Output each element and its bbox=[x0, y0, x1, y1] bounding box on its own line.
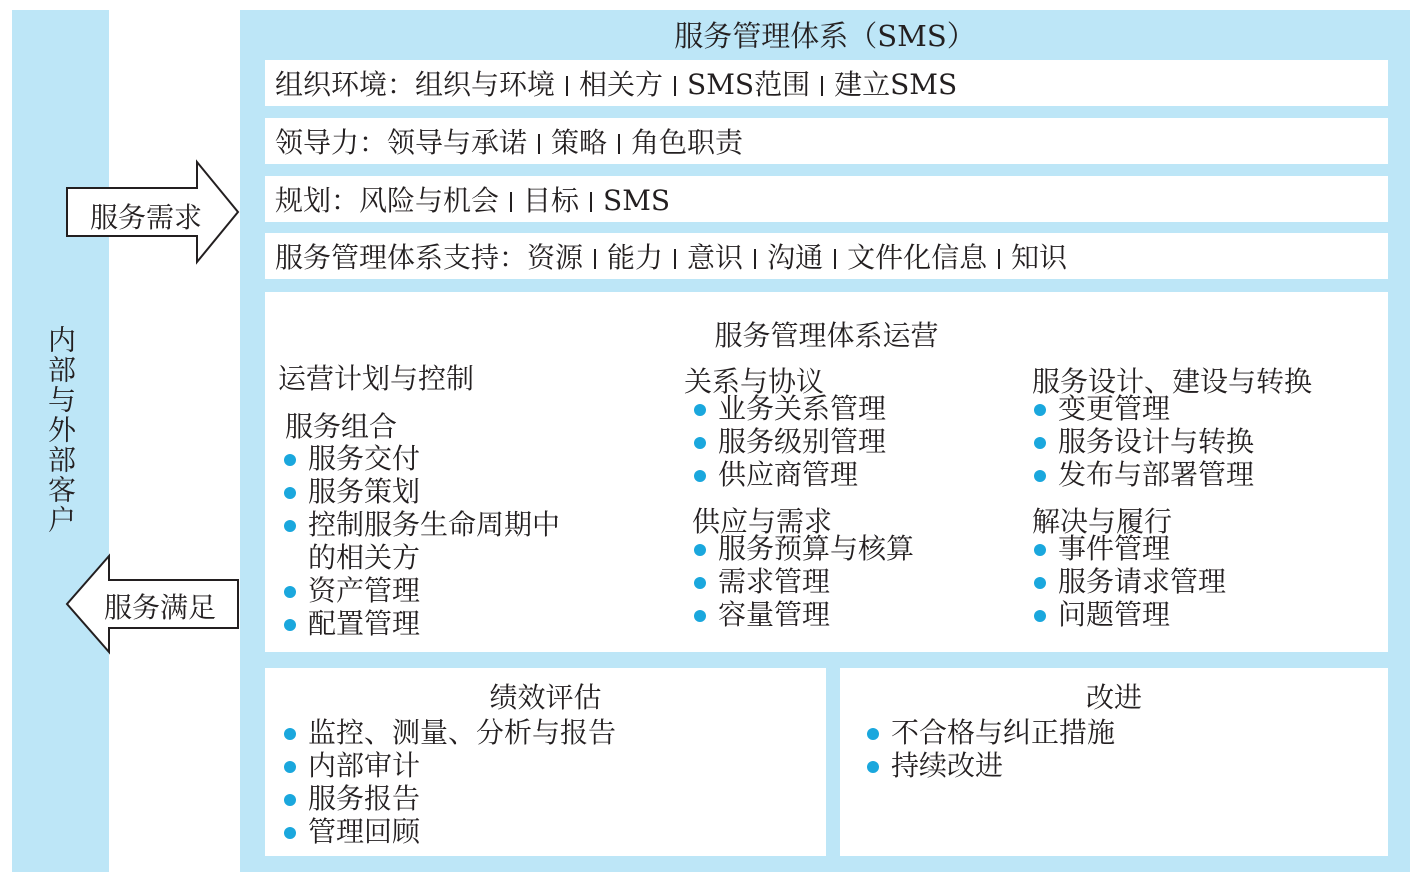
list-item: 资产管理 bbox=[282, 574, 420, 607]
sms-title: 服务管理体系（SMS） bbox=[674, 19, 976, 53]
row-item: 建立SMS bbox=[834, 68, 958, 101]
list-item: 监控、测量、分析与报告 bbox=[282, 716, 616, 749]
row-item: 策略 bbox=[551, 126, 608, 159]
row-planning-head: 规划： bbox=[275, 184, 360, 217]
list-item: 服务报告 bbox=[282, 782, 616, 815]
separator bbox=[566, 76, 568, 96]
list-item: 服务请求管理 bbox=[1032, 565, 1226, 598]
demand-arrow-label: 服务需求 bbox=[90, 201, 203, 234]
separator bbox=[821, 76, 823, 96]
separator bbox=[510, 192, 512, 212]
separator bbox=[590, 192, 592, 212]
ops-col3-group2-title: 解决与履行 bbox=[1032, 505, 1173, 538]
list-item: 变更管理 bbox=[1032, 392, 1254, 425]
customer-label: 内部与外部客户 bbox=[44, 325, 77, 535]
ops-col1-list-cont bbox=[282, 574, 420, 640]
row-item: 组织与环境 bbox=[415, 68, 556, 101]
list-item: 需求管理 bbox=[692, 565, 914, 598]
list-item: 事件管理 bbox=[1032, 532, 1226, 565]
row-context bbox=[265, 60, 1388, 106]
satisfaction-arrow-label: 服务满足 bbox=[104, 591, 217, 624]
ops-col3-group2-list bbox=[1032, 532, 1226, 631]
separator bbox=[754, 249, 756, 269]
row-support bbox=[265, 233, 1388, 279]
list-item: 持续改进 bbox=[865, 749, 1115, 782]
row-item: 风险与机会 bbox=[359, 184, 500, 217]
list-item: 不合格与纠正措施 bbox=[865, 716, 1115, 749]
row-leadership-head: 领导力： bbox=[275, 126, 388, 159]
ops-col2-group2-title: 供应与需求 bbox=[692, 505, 833, 538]
separator bbox=[618, 134, 620, 154]
row-item: 相关方 bbox=[579, 68, 664, 101]
ops-col1-title: 运营计划与控制 bbox=[278, 362, 475, 395]
row-item: 领导与承诺 bbox=[387, 126, 528, 159]
separator bbox=[538, 134, 540, 154]
separator bbox=[834, 249, 836, 269]
row-planning bbox=[265, 176, 1388, 222]
list-item-continuation: 的相关方 bbox=[308, 541, 421, 574]
ops-col3-group1-title: 服务设计、建设与转换 bbox=[1032, 365, 1313, 398]
separator bbox=[998, 249, 1000, 269]
list-item: 管理回顾 bbox=[282, 815, 616, 848]
ops-col3-group1-list bbox=[1032, 392, 1254, 491]
row-item: 文件化信息 bbox=[847, 241, 988, 274]
separator bbox=[594, 249, 596, 269]
row-item: 能力 bbox=[607, 241, 664, 274]
list-item: 供应商管理 bbox=[692, 458, 886, 491]
row-leadership bbox=[265, 118, 1388, 164]
list-item: 配置管理 bbox=[282, 607, 420, 640]
row-item: 知识 bbox=[1011, 241, 1068, 274]
ops-col1-subtitle: 服务组合 bbox=[285, 410, 398, 443]
separator bbox=[674, 76, 676, 96]
list-item: 服务级别管理 bbox=[692, 425, 886, 458]
separator bbox=[674, 249, 676, 269]
list-item: 服务设计与转换 bbox=[1032, 425, 1254, 458]
operations-title: 服务管理体系运营 bbox=[714, 319, 939, 352]
row-item: 意识 bbox=[687, 241, 744, 274]
row-context-head: 组织环境： bbox=[275, 68, 416, 101]
row-item: 沟通 bbox=[767, 241, 824, 274]
row-item: 资源 bbox=[527, 241, 584, 274]
list-item: 服务策划 bbox=[282, 475, 560, 508]
ops-col2-group1-list bbox=[692, 392, 886, 491]
list-item: 问题管理 bbox=[1032, 598, 1226, 631]
improvement-list bbox=[865, 716, 1115, 782]
row-item: 目标 bbox=[523, 184, 580, 217]
improvement-title: 改进 bbox=[1085, 681, 1142, 714]
row-item: SMS bbox=[603, 184, 671, 217]
row-item: SMS范围 bbox=[687, 68, 811, 101]
row-item: 角色职责 bbox=[631, 126, 744, 159]
list-item: 容量管理 bbox=[692, 598, 914, 631]
ops-col2-group1-title: 关系与协议 bbox=[684, 365, 825, 398]
ops-col2-group2-list bbox=[692, 532, 914, 631]
list-item: 服务预算与核算 bbox=[692, 532, 914, 565]
performance-list bbox=[282, 716, 616, 848]
performance-title: 绩效评估 bbox=[489, 681, 602, 714]
row-support-head: 服务管理体系支持： bbox=[275, 241, 528, 274]
list-item: 内部审计 bbox=[282, 749, 616, 782]
list-item: 业务关系管理 bbox=[692, 392, 886, 425]
list-item: 发布与部署管理 bbox=[1032, 458, 1254, 491]
ops-col1-list bbox=[282, 442, 560, 541]
list-item: 服务交付 bbox=[282, 442, 560, 475]
list-item: 控制服务生命周期中 bbox=[282, 508, 560, 541]
